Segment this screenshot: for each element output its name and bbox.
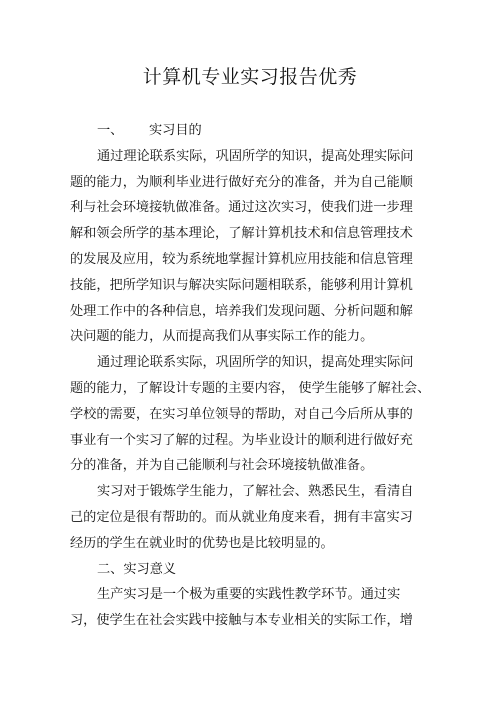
section-title: 实习目的 [149,123,202,138]
text-line: 利与社会环境接轨做准备。通过这次实习，使我们进一步理 [70,200,413,216]
text-line: 决问题的能力，从而提高我们从事实际工作的能力。 [70,329,374,345]
text-line: 题的能力，了解设计专题的主要内容， 使学生能够了解社会、 [70,380,431,396]
text-line: 己的定位是很有帮助的。而从就业角度来看，拥有丰富实习 [70,509,413,525]
text-line: 题的能力，为顺利毕业进行做好充分的准备，并为自己能顺 [70,174,413,190]
text-line: 习，使学生在社会实践中接触与本专业相关的实际工作，增 [70,613,413,629]
text-line: 分的准备，并为自己能顺利与社会环境接轨做准备。 [70,458,374,474]
text-line: 通过理论联系实际，巩固所学的知识，提高处理实际问 [97,355,414,371]
text-line: 实习对于锻炼学生能力，了解社会、熟悉民生，看清自 [97,484,414,500]
paragraph-2 [70,350,435,479]
paragraph-1 [70,144,435,350]
document-body [70,118,435,634]
document-title: 计算机专业实习报告优秀 [142,66,358,88]
text-line: 学校的需要，在实习单位领导的帮助，对自己今后所从事的 [70,406,413,422]
paragraph-4 [70,582,435,634]
text-line: 通过理论联系实际，巩固所学的知识，提高处理实际问 [97,148,414,164]
text-line: 解和领会所学的基本理论，了解计算机技术和信息管理技术 [70,226,413,242]
paragraph-3 [70,479,435,556]
text-line: 事业有一个实习了解的过程。为毕业设计的顺利进行做好充 [70,432,413,448]
text-line: 处理工作中的各种信息，培养我们发现问题、分析问题和解 [70,303,413,319]
section-heading-1 [70,118,435,144]
section-heading-2: 二、实习意义 [97,561,177,577]
text-line: 经历的学生在就业时的优势也是比较明显的。 [70,535,334,551]
text-line: 的发展及应用，较为系统地掌握计算机应用技能和信息管理 [70,251,413,267]
text-line: 生产实习是一个极为重要的实践性教学环节。通过实 [97,587,401,603]
section-number: 一、 [97,123,124,138]
text-line: 技能，把所学知识与解决实际问题相联系，能够利用计算机 [70,277,413,293]
